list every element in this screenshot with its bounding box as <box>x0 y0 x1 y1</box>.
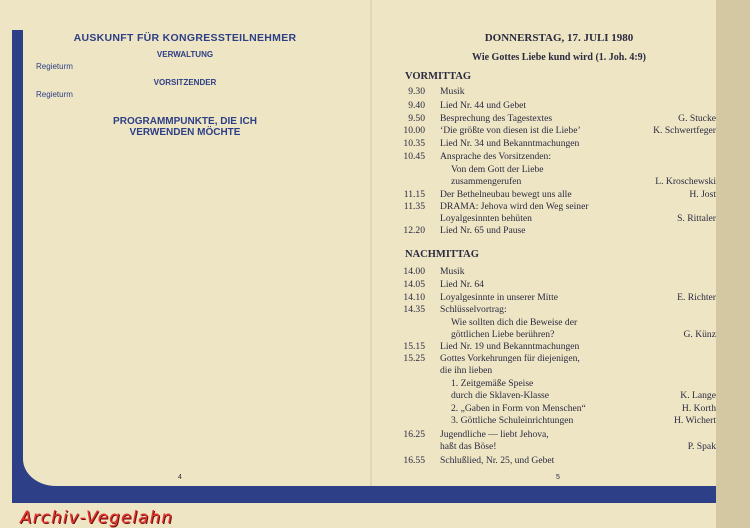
row-time: 9.30 <box>408 86 425 97</box>
row-time: 14.05 <box>403 279 425 290</box>
chairman-location: Regieturm <box>36 90 73 99</box>
sub-item: 2. „Gaben in Form von Menschen“ <box>451 403 586 414</box>
day-theme: Wie Gottes Liebe kund wird (1. Joh. 4:9) <box>472 52 646 63</box>
row-desc: Besprechung des Tagestextes <box>440 113 553 124</box>
row-desc: Lied Nr. 44 und Gebet <box>440 100 527 111</box>
page-number-right: 5 <box>556 474 560 481</box>
row-speaker: K. Schwertfeger <box>653 125 716 136</box>
row-speaker: E. Richter <box>677 292 716 303</box>
row-time: 14.00 <box>403 266 425 277</box>
row-time: 14.10 <box>403 292 425 303</box>
page-number-left: 4 <box>178 474 182 481</box>
row-desc-continued: zusammengerufen <box>451 176 522 187</box>
row-time: 9.50 <box>408 113 425 124</box>
row-speaker: P. Spak <box>687 441 716 452</box>
row-time: 15.25 <box>403 353 425 364</box>
chairman-heading: VORSITZENDER <box>153 78 217 87</box>
row-time: 11.35 <box>403 201 425 212</box>
row-desc-continued: haßt das Böse! <box>440 441 497 452</box>
blue-border-left <box>12 30 23 500</box>
row-speaker: G. Stucke <box>678 113 716 124</box>
row-speaker: G. Künz <box>683 329 716 340</box>
notes-heading-line2: VERWENDEN MÖCHTE <box>129 127 241 138</box>
row-desc: DRAMA: Jehova wird den Weg seiner <box>440 201 589 212</box>
row-speaker: S. Rittaler <box>677 213 716 224</box>
row-desc-continued: göttlichen Liebe berühren? <box>451 329 555 340</box>
row-time: 16.55 <box>403 455 425 466</box>
row-time: 10.00 <box>403 125 425 136</box>
row-speaker: H. Jost <box>689 189 716 200</box>
row-desc: Lied Nr. 64 <box>440 279 484 290</box>
row-time: 14.35 <box>403 304 425 315</box>
row-time: 10.35 <box>403 138 425 149</box>
row-time: 9.40 <box>408 100 425 111</box>
row-time: 15.15 <box>403 341 425 352</box>
row-time: 16.25 <box>403 429 425 440</box>
row-desc: Loyalgesinnte in unserer Mitte <box>440 292 559 303</box>
row-time: 11.15 <box>403 189 425 200</box>
row-desc: Schlüsselvortrag: <box>440 304 507 315</box>
afternoon-heading: NACHMITTAG <box>405 249 479 260</box>
row-desc: Musik <box>440 266 465 277</box>
row-speaker: H. Korth <box>681 403 716 414</box>
sub-item: 3. Göttliche Schuleinrichtungen <box>451 415 574 426</box>
row-time: 12.20 <box>403 225 425 236</box>
scan-edge <box>716 0 750 528</box>
row-desc: ‘Die größte von diesen ist die Liebe’ <box>440 125 581 136</box>
archive-watermark: Archiv-Vegelahn <box>20 508 174 528</box>
day-date: DONNERSTAG, 17. JULI 1980 <box>484 32 634 44</box>
row-desc: Schlußlied, Nr. 25, und Gebet <box>440 455 555 466</box>
row-desc: Der Bethelneubau bewegt uns alle <box>440 189 572 200</box>
sub-item-continued: durch die Sklaven-Klasse <box>451 390 550 401</box>
admin-heading: VERWALTUNG <box>156 50 214 59</box>
row-desc-continued: Loyalgesinnten behüten <box>440 213 532 224</box>
row-desc: Lied Nr. 65 und Pause <box>440 225 526 236</box>
notes-heading-line1: PROGRAMMPUNKTE, DIE ICH <box>113 116 257 127</box>
sub-item: 1. Zeitgemäße Speise <box>451 378 534 389</box>
row-desc: Lied Nr. 34 und Bekanntmachungen <box>440 138 580 149</box>
row-speaker: H. Wichert <box>673 415 716 426</box>
row-desc-continued: die ihn lieben <box>440 365 493 376</box>
row-time: 10.45 <box>403 151 425 162</box>
notes-heading <box>80 116 290 138</box>
row-speaker: L. Kroschewski <box>655 176 716 187</box>
row-desc: Ansprache des Vorsitzenden: <box>440 151 552 162</box>
morning-heading: VORMITTAG <box>405 71 472 82</box>
row-desc: Jugendliche — liebt Jehova, <box>440 429 549 440</box>
blue-border-bottom <box>12 486 716 503</box>
page-fold <box>370 0 372 486</box>
row-desc: Lied Nr. 19 und Bekanntmachungen <box>440 341 580 352</box>
info-heading: AUSKUNFT FÜR KONGRESSTEILNEHMER <box>73 32 297 44</box>
admin-location: Regieturm <box>36 62 73 71</box>
row-desc: Musik <box>440 86 465 97</box>
row-speaker: K. Lange <box>680 390 716 401</box>
row-desc: Gottes Vorkehrungen für diejenigen, <box>440 353 580 364</box>
row-desc-continued: Von dem Gott der Liebe <box>451 164 544 175</box>
row-desc-continued: Wie sollten dich die Beweise der <box>451 317 578 328</box>
